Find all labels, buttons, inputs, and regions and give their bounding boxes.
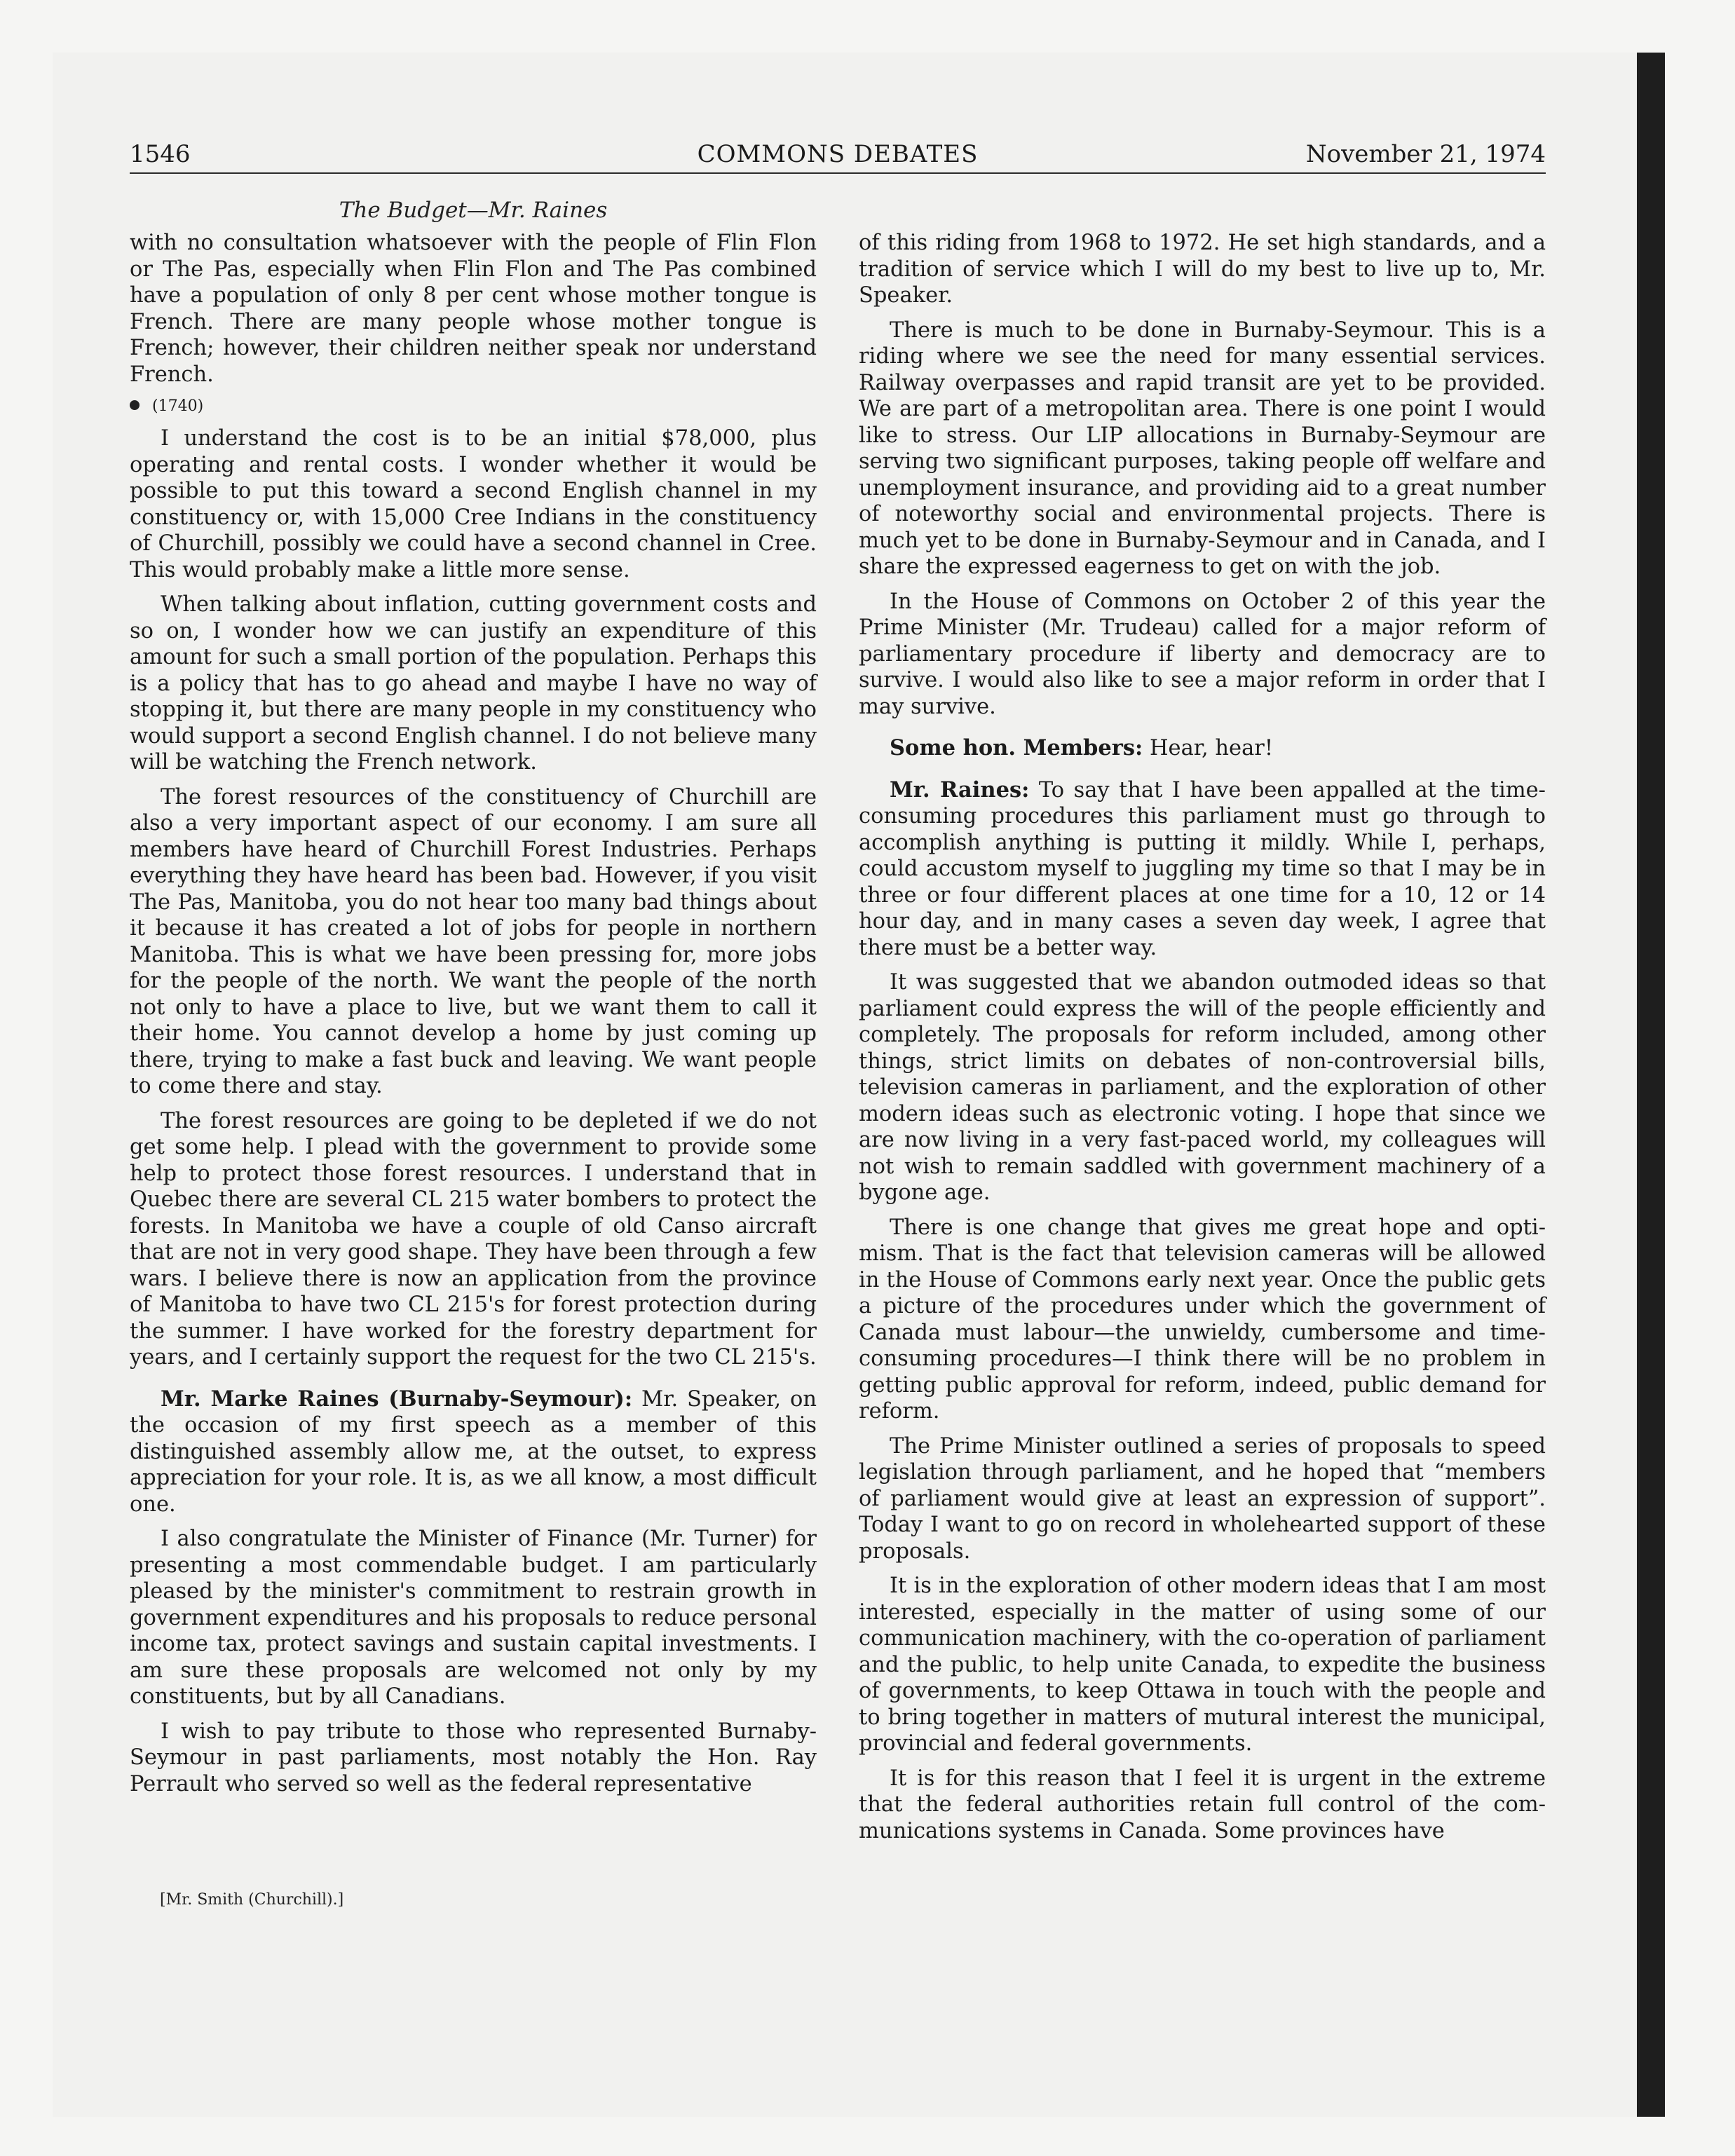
timestamp [130,396,817,417]
publication-date: November 21, 1974 [1305,140,1546,168]
speech-text: To say that I have been appalled at the time-consuming procedures this parliament must go through to accomplish anything is putting it mildly. While I, perhaps, could accustom myself to juggling my time so that I may be in three or four different places at one time for a 10, 12 or 14 hour day, and in many cases a seven day week, I agree that there must be a better way. [859,777,1546,960]
scan-edge-shadow [1637,53,1665,2117]
paragraph: There is much to be done in Burnaby-Seymour. This is a riding where we see the need for many essential services. Railway overpasses and rapid transit are yet to be provided. We are part of a metropolitan area. There is one point I would like to stress. Our LIP allocations in Burnaby-Seymour are serving two significant purposes, taking people off welfare and unemployment insurance, and providing aid to a great number of noteworthy social and environmental projects. There is much yet to be done in Burnaby-Seymour and in Canada, and I share the expressed eagerness to get on with the job. [859,318,1546,579]
paragraph [859,735,1546,762]
publication-title: COMMONS DEBATES [697,140,979,168]
speech-text: Hear, hear! [1143,736,1274,760]
paragraph: When talking about inflation, cutting government costs and so on, I wonder how we can justify an expenditure of this amount for such a small portion of the population. Perhaps this is a policy that has to go ahead and maybe I have no way of stopping it, but there are many people in my constituency who would support a second English channel. I do not believe many will be watching the French network. [130,592,817,775]
page-header [130,140,1546,174]
paragraph: of this riding from 1968 to 1972. He set high standards, and a tradition of service which I will do my best to live up to, Mr. Speaker. [859,231,1546,308]
paragraph: The Prime Minister outlined a series of proposals to speed legislation through parliament, and he hoped that “members of parliament would give at least an expression of support”. Today I want to go on record in wholehearted support of these proposals. [859,1433,1546,1564]
paragraph: It was suggested that we abandon outmoded ideas so that parliament could express the will of the people efficiently and completely. The proposals for reform included, among other things, strict limits on debates of non-controversial bills, television cameras in parliament, and the exploration of other modern ideas such as electronic voting. I hope that since we are now living in a very fast-paced world, my colleagues will not wish to remain saddled with government machinery of a bygone age. [859,970,1546,1205]
paragraph: There is one change that gives me great hope and optimism. That is the fact that television cameras will be allowed in the House of Commons early next year. Once the public gets a picture of the procedures under which the government of Canada must labour—the unwieldy, cumbersome and time-consuming procedures—I think there will be no problem in getting public approval for reform, indeed, public demand for reform. [859,1215,1546,1424]
paragraph: It is in the exploration of other modern ideas that I am most interested, especially in the matter of using some of our communication machinery, with the co-operation of parliament and the public, to help unite Canada, to expedite the business of governments, to keep Ottawa in touch with the people and to bring together in matters of mutural interest the municipal, provincial and federal governments. [859,1574,1546,1756]
paragraph: The forest resources of the constituency of Churchill are also a very important aspect of our economy. I am sure all members have heard of Churchill Forest Industries. Perhaps everything they have heard has been bad. However, if you visit The Pas, Manitoba, you do not hear too many bad things about it because it has created a lot of jobs for people in northern Manitoba. This is what we have been pressing for, more jobs for the people of the north. We want the people of the north not only to have a place to live, but we want them to call it their home. You cannot develop a home by just coming up there, trying to make a fast buck and leaving. We want people to come there and stay. [130,784,817,1098]
paragraph: The forest resources are going to be depleted if we do not get some help. I plead with the government to provide some help to protect those forest resources. I understand that in Quebec there are several CL 215 water bombers to protect the forests. In Manitoba we have a couple of old Canso aircraft that are not in very good shape. They have been through a few wars. I believe there is now an application from the province of Manitoba to have two CL 215's for forest protection during the summer. I have worked for the forestry department for years, and I certainly support the request for the two CL 215's. [130,1108,817,1370]
page-number: 1546 [130,140,191,168]
paragraph: I wish to pay tribute to those who represented Burnaby-Seymour in past parliaments, most notably the Hon. Ray Perrault who served so well as the federal representative [130,1719,817,1796]
bullet-dot-icon [130,400,140,410]
paragraph: In the House of Commons on October 2 of this year the Prime Minister (Mr. Trudeau) called for a major reform of parliamentary procedure if liberty and democracy are to survive. I would also like to see a major reform in order that I may survive. [859,589,1546,719]
speaker-name: Mr. Marke Raines (Burnaby-Seymour): [161,1386,633,1412]
timestamp-text: (1740) [152,397,204,415]
paragraph [859,777,1546,962]
speaker-name: Mr. Raines: [890,777,1030,803]
paragraph [130,1386,817,1518]
paragraph: I understand the cost is to be an initial $78,000, plus operating and rental costs. I wonder whether it would be possible to put this toward a second English channel in my constituency or, with 15,000 Cree Indians in the constituency of Churchill, possibly we could have a second channel in Cree. This would probably make a little more sense. [130,426,817,582]
left-column [130,230,817,1806]
running-head: The Budget—Mr. Raines [339,198,608,223]
paragraph: with no consultation whatsoever with the people of Flin Flon or The Pas, especially when Flin Flon and The Pas combined have a population of only 8 per cent whose mother tongue is French. There are many people whose mother tongue is French; however, their children neither speak nor understand French. [130,231,817,387]
header-rule [130,172,1546,174]
paragraph: I also congratulate the Minister of Finance (Mr. Turner) for presenting a most commendable budget. I am particularly pleased by the minister's commitment to restrain growth in government expenditures and his proposals to reduce personal income tax, protect savings and sustain capital investments. I am sure these proposals are welcomed not only by my constituents, but by all Canadians. [130,1527,817,1709]
speaker-reference-footer: [Mr. Smith (Churchill).] [160,1891,344,1909]
paragraph: It is for this reason that I feel it is urgent in the extreme that the federal authorities retain full control of the communications systems in Canada. Some provinces have [859,1766,1546,1843]
speaker-name: Some hon. Members: [890,735,1143,760]
right-column [859,230,1546,1853]
speech-text: Mr. Speaker, on the occasion of my first speech as a member of this distinguished assembly allow me, at the outset, to express appreciation for your role. It is, as we all know, a most difficult one. [130,1386,817,1517]
